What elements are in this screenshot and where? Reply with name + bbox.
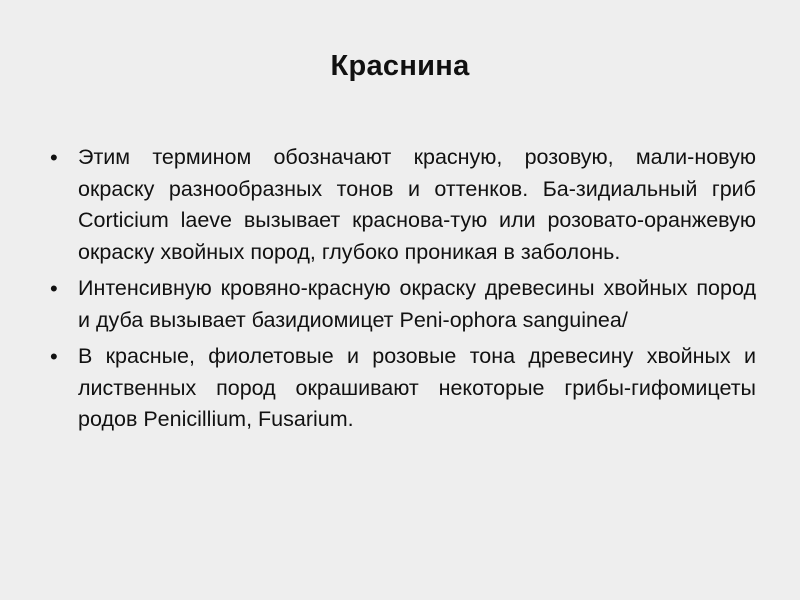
bullet-item: • Этим термином обозначают красную, розовую, мали-новую окраску разнообразных тонов и оттенков. Ба-зидиальный гриб Corticium laeve вызывает краснова-тую или розовато-оранжевую окраску хвойных пород, глубоко проникая в заболонь.	[48, 142, 756, 268]
bullet-item: • Интенсивную кровяно-красную окраску древесины хвойных пород и дуба вызывает базидиомицет Peni-ophora sanguinea/	[48, 273, 756, 336]
bullet-item: • В красные, фиолетовые и розовые тона древесину хвойных и лиственных пород окрашивают некоторые грибы-гифомицеты родов Penicillium, Fusarium.	[48, 341, 756, 436]
bullet-list	[48, 142, 756, 441]
slide-title: Краснина	[330, 50, 470, 82]
